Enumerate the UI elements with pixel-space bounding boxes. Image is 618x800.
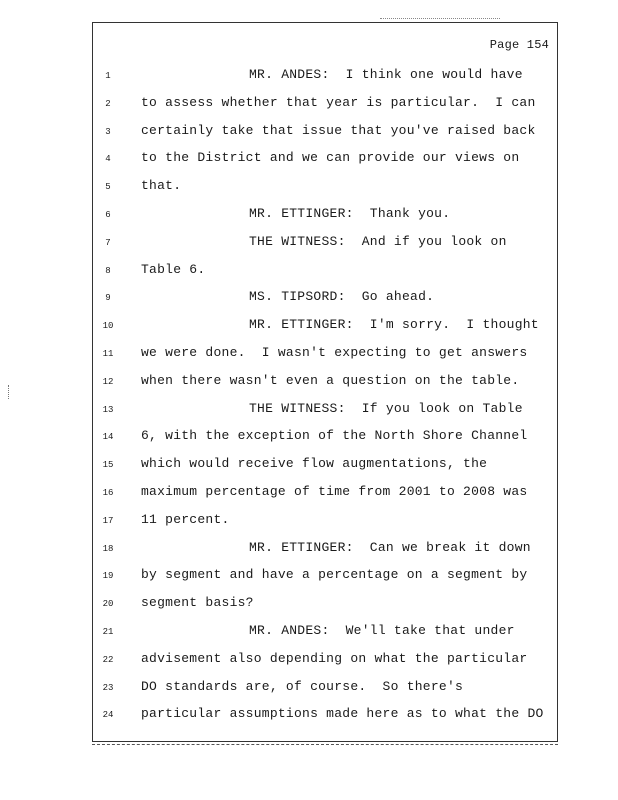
line-number: 15 xyxy=(102,460,114,471)
line-text: particular assumptions made here as to what the DO xyxy=(141,706,544,722)
transcript-line xyxy=(93,484,557,504)
line-text: which would receive flow augmentations, the xyxy=(141,456,488,472)
transcript-line xyxy=(93,289,557,309)
line-text: Table 6. xyxy=(141,261,206,277)
transcript-line xyxy=(93,428,557,448)
line-text: that. xyxy=(141,178,182,194)
line-number: 5 xyxy=(105,182,111,193)
scan-artifact-margin xyxy=(8,385,13,399)
line-text: THE WITNESS: If you look on Table xyxy=(249,400,523,416)
line-number: 8 xyxy=(105,265,111,276)
line-number: 18 xyxy=(102,543,114,554)
transcript-line xyxy=(93,679,557,699)
line-number: 17 xyxy=(102,515,114,526)
transcript-line xyxy=(93,512,557,532)
page-number: Page 154 xyxy=(489,38,549,52)
transcript-line xyxy=(93,401,557,421)
transcript-line xyxy=(93,540,557,560)
line-text: to assess whether that year is particular. I can xyxy=(141,94,536,110)
line-number: 21 xyxy=(102,627,114,637)
scan-artifact-top xyxy=(380,18,500,20)
transcript-line xyxy=(93,373,557,393)
transcript-page xyxy=(92,22,558,742)
line-text: MS. TIPSORD: Go ahead. xyxy=(249,289,435,305)
transcript-line xyxy=(93,178,557,198)
transcript-line xyxy=(93,123,557,143)
transcript-line xyxy=(93,706,557,726)
transcript-line xyxy=(93,317,557,337)
line-number: 16 xyxy=(102,488,114,498)
transcript-line xyxy=(93,345,557,365)
line-number: 19 xyxy=(102,571,114,582)
transcript-line xyxy=(93,567,557,587)
line-number: 1 xyxy=(105,71,111,81)
transcript-line xyxy=(93,623,557,643)
line-text: advisement also depending on what the particular xyxy=(141,650,528,666)
transcript-line xyxy=(93,595,557,615)
transcript-line xyxy=(93,651,557,671)
transcript-line xyxy=(93,234,557,254)
transcript-line xyxy=(93,456,557,476)
line-text: DO standards are, of course. So there's xyxy=(141,678,464,694)
line-number: 2 xyxy=(105,98,111,109)
line-text: by segment and have a percentage on a segment by xyxy=(141,567,528,583)
line-number: 12 xyxy=(102,376,114,387)
line-number: 7 xyxy=(105,237,111,248)
line-text: certainly take that issue that you've raised back xyxy=(141,122,536,138)
line-text: 6, with the exception of the North Shore Channel xyxy=(141,428,528,444)
line-text: MR. ANDES: We'll take that under xyxy=(249,623,515,638)
line-text: we were done. I wasn't expecting to get answers xyxy=(141,345,528,360)
line-text: to the District and we can provide our views on xyxy=(141,150,520,166)
line-number: 22 xyxy=(102,654,114,665)
transcript-line xyxy=(93,150,557,170)
line-text: THE WITNESS: And if you look on xyxy=(249,233,507,249)
line-number: 23 xyxy=(102,682,114,693)
line-text: MR. ETTINGER: Can we break it down xyxy=(249,539,531,555)
line-text: when there wasn't even a question on the table. xyxy=(141,372,520,388)
line-number: 11 xyxy=(102,349,114,359)
line-text: MR. ANDES: I think one would have xyxy=(249,67,523,82)
line-text: maximum percentage of time from 2001 to 2008 was xyxy=(141,484,528,499)
line-number: 14 xyxy=(102,432,114,443)
transcript-line xyxy=(93,95,557,115)
line-number: 13 xyxy=(102,404,114,415)
line-number: 9 xyxy=(105,293,111,304)
transcript-line xyxy=(93,262,557,282)
line-text: MR. ETTINGER: Thank you. xyxy=(249,206,451,221)
line-text: segment basis? xyxy=(141,595,254,611)
transcript-line xyxy=(93,67,557,87)
line-number: 6 xyxy=(105,210,111,220)
line-text: MR. ETTINGER: I'm sorry. I thought xyxy=(249,317,539,333)
line-number: 4 xyxy=(105,154,111,165)
line-number: 24 xyxy=(102,710,114,721)
line-text: 11 percent. xyxy=(141,511,230,527)
line-number: 20 xyxy=(102,599,114,610)
transcript-line xyxy=(93,206,557,226)
line-number: 3 xyxy=(105,126,111,137)
line-number: 10 xyxy=(102,321,114,332)
